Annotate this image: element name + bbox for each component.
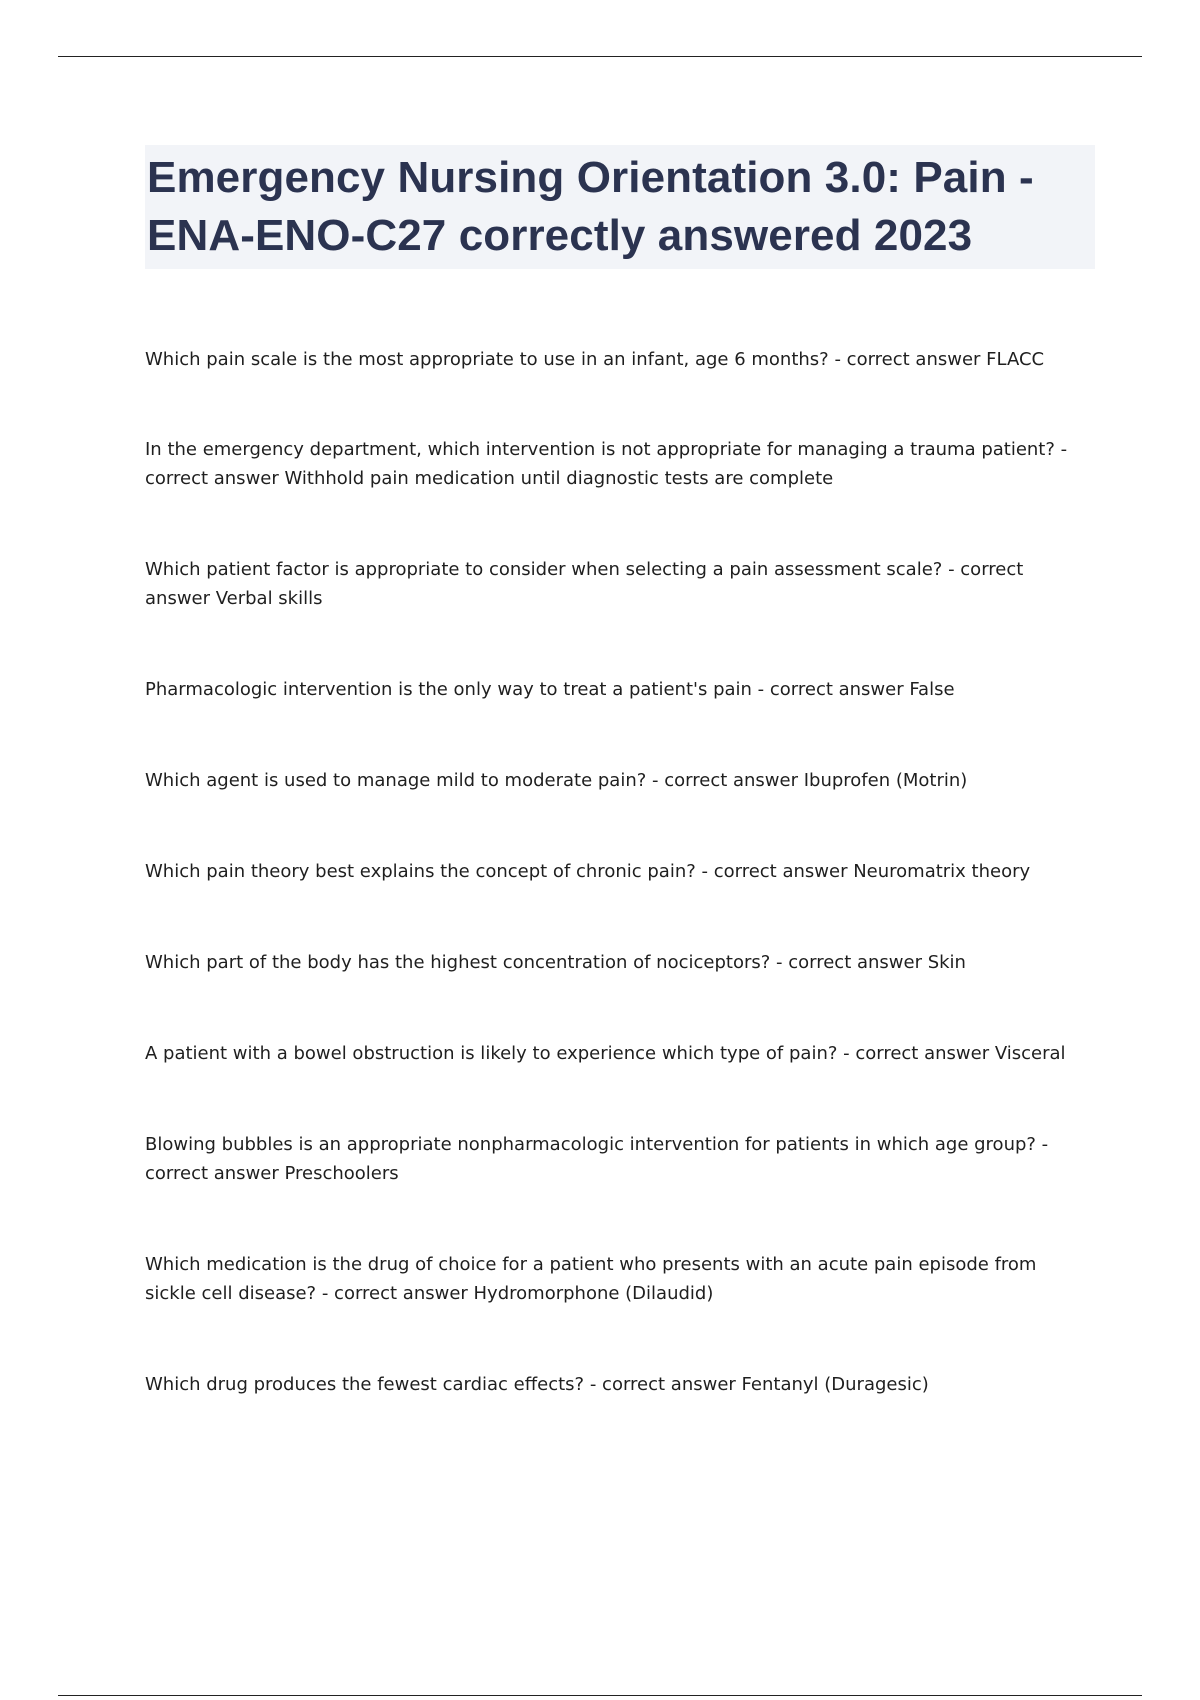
qa-item-3: Which patient factor is appropriate to consider when selecting a pain assessment scale? - correct answer Verbal skills [145,559,1024,609]
title-block [145,145,1095,269]
qa-item-9: Blowing bubbles is an appropriate nonpharmacologic intervention for patients in which age group? - correct answer Preschoolers [145,1134,1049,1184]
qa-item-4: Pharmacologic intervention is the only way to treat a patient's pain - correct answer False [145,679,955,700]
qa-item-2: In the emergency department, which intervention is not appropriate for managing a trauma patient? - correct answer Withhold pain medication until diagnostic tests are complete [145,439,1068,489]
top-rule [58,56,1142,57]
bottom-rule [58,1695,1142,1696]
qa-item-11: Which drug produces the fewest cardiac effects? - correct answer Fentanyl (Duragesic) [145,1374,929,1395]
qa-item-5: Which agent is used to manage mild to moderate pain? - correct answer Ibuprofen (Motrin) [145,770,968,791]
qa-item-7: Which part of the body has the highest concentration of nociceptors? - correct answer Skin [145,952,966,973]
qa-item-10: Which medication is the drug of choice for a patient who presents with an acute pain episode from sickle cell disease? - correct answer Hydromorphone (Dilaudid) [145,1254,1037,1304]
document-title: Emergency Nursing Orientation 3.0: Pain - ENA-ENO-C27 correctly answered 2023 [147,153,1034,260]
qa-item-8: A patient with a bowel obstruction is likely to experience which type of pain? - correct answer Visceral [145,1043,1066,1064]
qa-item-6: Which pain theory best explains the concept of chronic pain? - correct answer Neuromatrix theory [145,861,1031,882]
qa-item-1: Which pain scale is the most appropriate to use in an infant, age 6 months? - correct answer FLACC [145,349,1045,370]
